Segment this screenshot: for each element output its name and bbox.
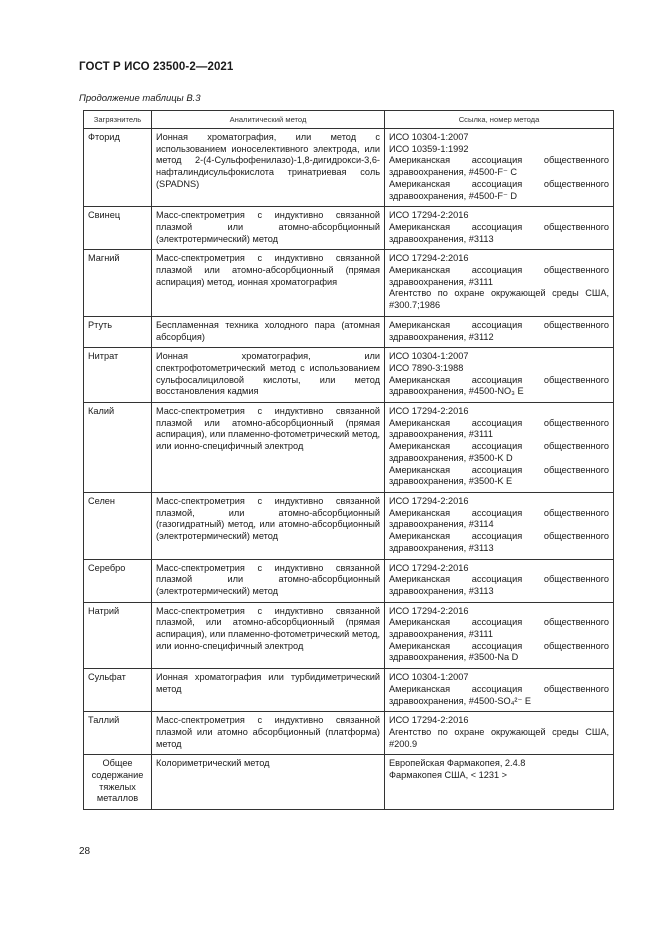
- reference-line: ИСО 10304-1:2007: [389, 132, 469, 142]
- reference-line: ИСО 10304-1:2007: [389, 672, 469, 683]
- reference-cell: [385, 755, 614, 810]
- reference-line: Американская ассоциация общественного здравоохранения, #3111: [389, 265, 609, 287]
- table-row: [84, 250, 614, 317]
- contaminant-cell: Магний: [84, 250, 152, 317]
- reference-cell: [385, 602, 614, 669]
- reference-line: ИСО 17294-2:2016: [389, 562, 469, 573]
- reference-line: ИСО 17294-2:2016: [389, 210, 469, 221]
- contaminant-cell: Ртуть: [84, 316, 152, 347]
- reference-line: Американская ассоциация общественного здравоохранения, #4500-NO₃ E: [389, 374, 609, 397]
- reference-cell: [385, 492, 614, 559]
- reference-line: ИСО 10304-1:2007: [389, 351, 469, 362]
- reference-line: Агентство по охране окружающей среды США, #300.7;1986: [389, 288, 609, 311]
- table-row: [84, 492, 614, 559]
- table-row: [84, 316, 614, 347]
- table-row: [84, 712, 614, 755]
- contaminant-cell: Калий: [84, 403, 152, 493]
- method-cell: Колориметрический метод: [152, 755, 385, 810]
- reference-line: Европейская Фармакопея, 2.4.8: [389, 758, 526, 769]
- reference-line: Американская ассоциация общественного здравоохранения, #3500-K E: [389, 464, 609, 487]
- reference-line: Американская ассоциация общественного здравоохранения, #4500-SO₄²⁻ E: [389, 683, 609, 706]
- reference-line: Американская ассоциация общественного здравоохранения, #3113: [389, 574, 609, 596]
- table-row: [84, 207, 614, 250]
- contaminant-cell: Фторид: [84, 129, 152, 207]
- method-cell: Ионная хроматография или турбидиметрический метод: [152, 669, 385, 712]
- reference-cell: [385, 129, 614, 207]
- reference-line: ИСО 17294-2:2016: [389, 605, 469, 616]
- reference-cell: [385, 712, 614, 755]
- table-row: [84, 755, 614, 810]
- reference-line: ИСО 17294-2:2016: [389, 715, 469, 726]
- method-cell: Масс-спектрометрия с индуктивно связанной плазмой или атомно-абсорбционный (прямая аспирация), или пламенно-фотометрический метод, или ионно-специфичный электрод: [152, 403, 385, 493]
- reference-line: ИСО 17294-2:2016: [389, 253, 469, 264]
- reference-cell: [385, 403, 614, 493]
- reference-line: ИСО 10359-1:1992: [389, 143, 469, 154]
- reference-line: Агентство по охране окружающей среды США, #200.9: [389, 726, 609, 749]
- method-cell: Масс-спектрометрия с индуктивно связанной плазмой или атомно-абсорбционный (электротермический) метод: [152, 207, 385, 250]
- reference-cell: [385, 669, 614, 712]
- reference-line: Американская ассоциация общественного здравоохранения, #3111: [389, 617, 609, 640]
- method-cell: Масс-спектрометрия с индуктивно связанной плазмой, или атомно-абсорбционный (прямая аспирация), или пламенно-фотометрический метод, или ионно-специфичный электрод: [152, 602, 385, 669]
- contaminant-cell: Общее содержание тяжелых металлов: [84, 755, 152, 810]
- reference-line: Американская ассоциация общественного здравоохранения, #3113: [389, 531, 609, 553]
- contaminant-cell: Селен: [84, 492, 152, 559]
- reference-line: Фармакопея США, < 1231 >: [389, 770, 508, 781]
- reference-line: Американская ассоциация общественного здравоохранения, #3112: [389, 319, 609, 342]
- table-row: [84, 129, 614, 207]
- table-row: [84, 348, 614, 403]
- method-cell: Масс-спектрометрия с индуктивно связанной плазмой или атомно-абсорбционный (электротермический) метод: [152, 559, 385, 602]
- reference-line: Американская ассоциация общественного здравоохранения, #3114: [389, 507, 609, 530]
- method-cell: Ионная хроматография, или метод с использованием ионоселективного электрода, или метод 2-(4-Сульфофенилазо)-1,8-дигидрокси-3,6-нафталиндисульфокислота тринатриевая соль (SPADNS): [152, 129, 385, 207]
- column-header-method: Аналитический метод: [152, 111, 385, 129]
- method-cell: Масс-спектрометрия с индуктивно связанной плазмой или атомно-абсорбционный (прямая аспирация) метод, ионная хроматография: [152, 250, 385, 317]
- reference-line: Американская ассоциация общественного здравоохранения, #4500-F⁻ C: [389, 155, 609, 178]
- reference-line: ИСО 7890-3:1988: [389, 362, 464, 373]
- table-row: [84, 559, 614, 602]
- table-caption: Продолжение таблицы В.3: [79, 93, 201, 104]
- contaminant-cell: Сульфат: [84, 669, 152, 712]
- method-cell: Беспламенная техника холодного пара (атомная абсорбция): [152, 316, 385, 347]
- reference-cell: [385, 348, 614, 403]
- column-header-reference: Ссылка, номер метода: [385, 111, 614, 129]
- table-row: [84, 669, 614, 712]
- method-cell: Масс-спектрометрия с индуктивно связанной плазмой, или атомно-абсорбционный (газогидратный) метод, или атомно-абсорбционный (электротермический) метод: [152, 492, 385, 559]
- contaminant-cell: Таллий: [84, 712, 152, 755]
- reference-line: Американская ассоциация общественного здравоохранения, #3500-Na D: [389, 640, 609, 663]
- reference-line: Американская ассоциация общественного здравоохранения, #3111: [389, 417, 609, 440]
- table-row: [84, 602, 614, 669]
- reference-cell: [385, 316, 614, 347]
- contaminant-cell: Натрий: [84, 602, 152, 669]
- method-cell: Ионная хроматография, или спектрофотометрический метод с использованием сульфосалициловой кислоты, или метод восстановления кадмия: [152, 348, 385, 403]
- reference-line: ИСО 17294-2:2016: [389, 495, 469, 506]
- reference-line: ИСО 17294-2:2016: [389, 406, 469, 417]
- contaminant-cell: Нитрат: [84, 348, 152, 403]
- contaminant-cell: Свинец: [84, 207, 152, 250]
- document-header: ГОСТ Р ИСО 23500-2—2021: [79, 61, 234, 73]
- reference-line: Американская ассоциация общественного здравоохранения, #3113: [389, 221, 609, 244]
- contaminant-cell: Серебро: [84, 559, 152, 602]
- reference-cell: [385, 559, 614, 602]
- page-number: 28: [79, 846, 91, 857]
- table-header-row: [84, 111, 614, 129]
- reference-line: Американская ассоциация общественного здравоохранения, #3500-K D: [389, 441, 609, 463]
- methods-table: [83, 110, 614, 810]
- column-header-contaminant: Загрязнитель: [84, 111, 152, 129]
- reference-cell: [385, 250, 614, 317]
- table-row: [84, 403, 614, 493]
- reference-line: Американская ассоциация общественного здравоохранения, #4500-F⁻ D: [389, 178, 609, 201]
- method-cell: Масс-спектрометрия с индуктивно связанной плазмой или атомно абсорбционный (платформа) метод: [152, 712, 385, 755]
- reference-cell: [385, 207, 614, 250]
